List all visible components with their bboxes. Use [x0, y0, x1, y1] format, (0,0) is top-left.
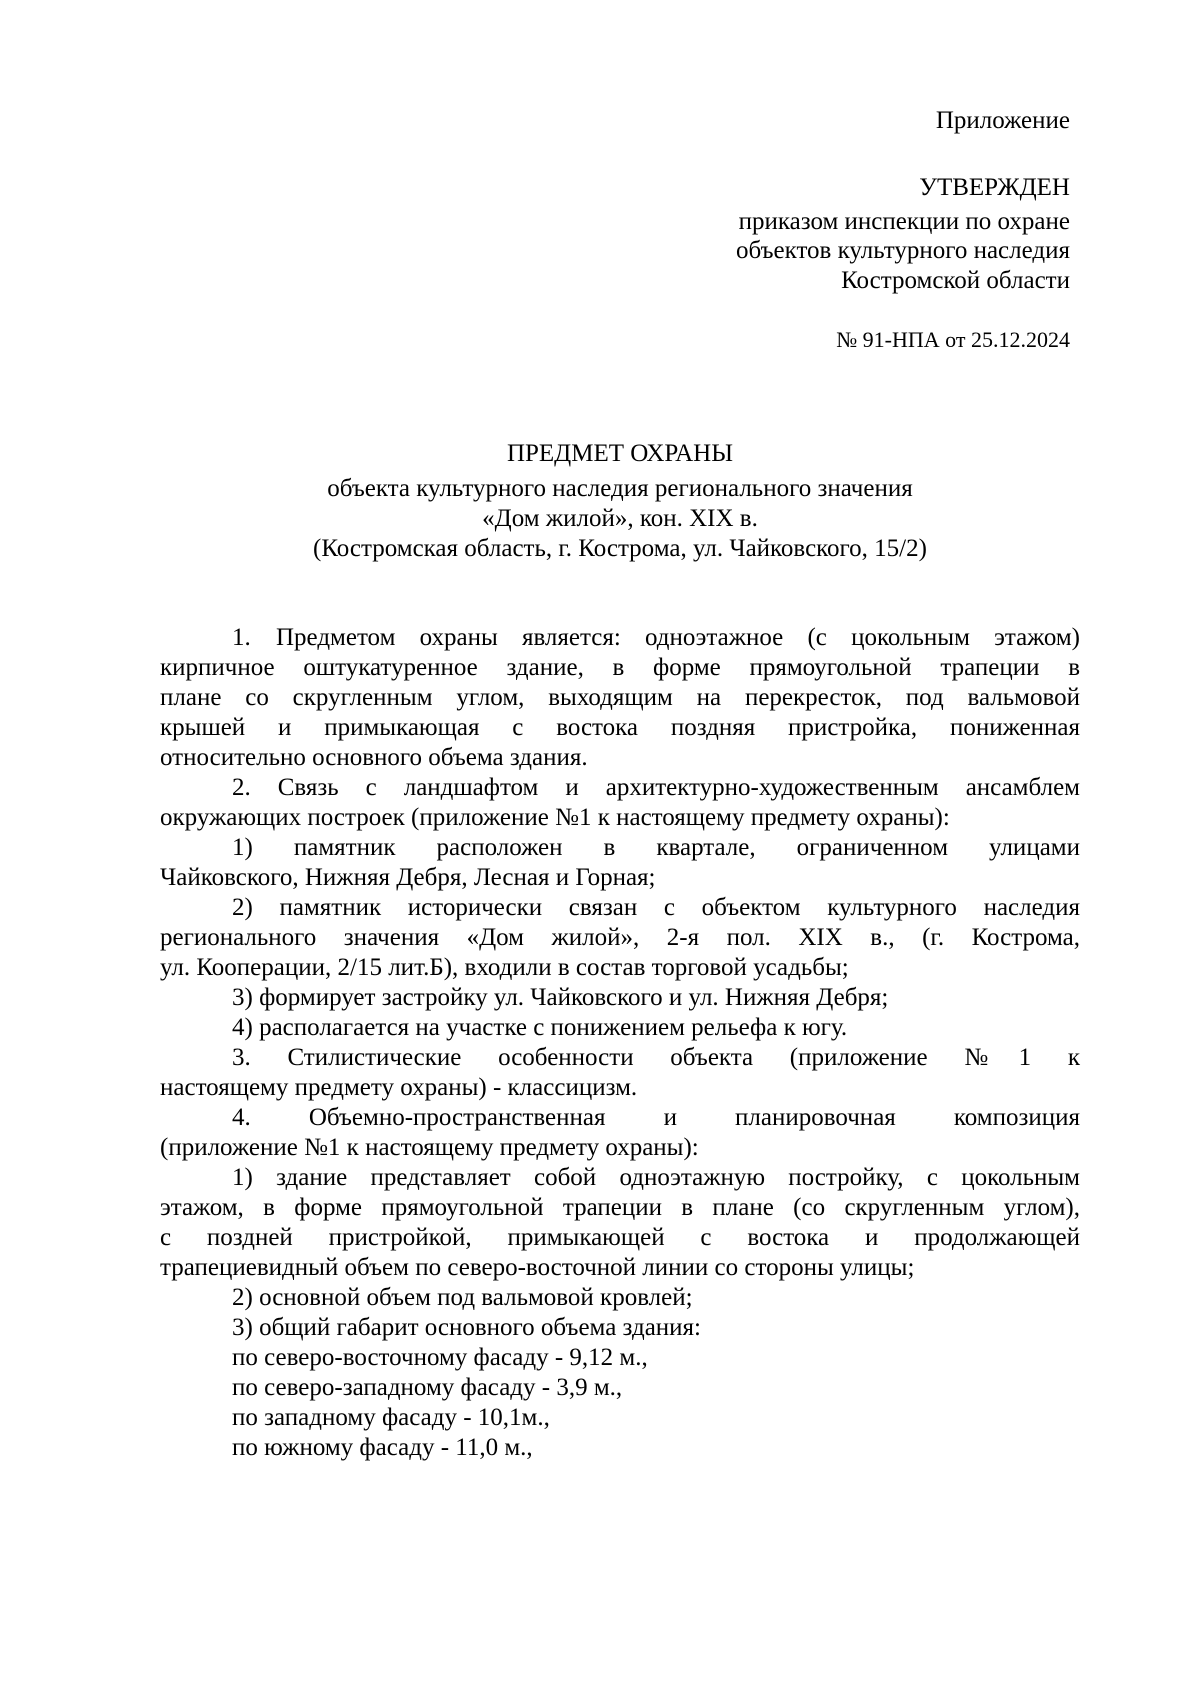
paragraph-1-line-1: Предметом охраны является: одноэтажное (с цокольным этажом): [276, 624, 1080, 651]
dimension-northwest: по северо-западному фасаду - 3,9 м.,: [232, 1374, 623, 1401]
paragraph-1-number: 1.: [232, 624, 251, 651]
paragraph-1-line-2: кирпичное оштукатуренное здание, в форме прямоугольной трапеции в: [160, 654, 1080, 681]
paragraph-4-item-1-line-3: с поздней пристройкой, примыкающей с востока и продолжающей: [160, 1224, 1080, 1251]
dimension-northeast: по северо-восточному фасаду - 9,12 м.,: [232, 1344, 648, 1371]
paragraph-2-line-2: окружающих построек (приложение №1 к настоящему предмету охраны):: [160, 804, 950, 831]
approved-by-line-2: объектов культурного наследия: [736, 237, 1070, 264]
paragraph-1-line-3: плане со скругленным углом, выходящим на перекресток, под вальмовой: [160, 684, 1080, 711]
approved-by-line-3: Костромской области: [841, 267, 1070, 294]
paragraph-2-item-4: 4) располагается на участке с понижением рельефа к югу.: [232, 1014, 848, 1041]
paragraph-2-item-1-line-2: Чайковского, Нижняя Дебря, Лесная и Горная;: [160, 864, 656, 891]
paragraph-2-item-3: 3) формирует застройку ул. Чайковского и ул. Нижняя Дебря;: [232, 984, 889, 1011]
paragraph-2-item-2-line-3: ул. Кооперации, 2/15 лит.Б), входили в состав торговой усадьбы;: [160, 954, 849, 981]
paragraph-4-line-2: (приложение №1 к настоящему предмету охраны):: [160, 1134, 699, 1161]
order-number: № 91-НПА от 25.12.2024: [836, 327, 1070, 352]
paragraph-2-line-1: 2. Связь с ландшафтом и архитектурно-художественным ансамблем: [232, 774, 1080, 801]
paragraph-4-item-1-line-2: этажом, в форме прямоугольной трапеции в плане (со скругленным углом),: [160, 1194, 1080, 1221]
document-title: ПРЕДМЕТ ОХРАНЫ: [506, 440, 734, 467]
paragraph-3-line-2: настоящему предмету охраны) - классицизм.: [160, 1074, 638, 1101]
paragraph-4-item-1-line-1: 1) здание представляет собой одноэтажную постройку, с цокольным: [232, 1164, 1080, 1191]
paragraph-3-line-1: 3. Стилистические особенности объекта (приложение №1 к: [232, 1044, 1080, 1071]
title-subline-2: «Дом жилой», кон. XIX в.: [482, 505, 758, 532]
dimension-south: по южному фасаду - 11,0 м.,: [232, 1434, 533, 1461]
paragraph-1-line-4: крышей и примыкающая с востока поздняя пристройка, пониженная: [160, 714, 1080, 741]
paragraph-4-line-1: 4. Объемно-пространственная и планировочная композиция: [232, 1104, 1080, 1131]
paragraph-2-item-2-line-1: 2) памятник исторически связан с объектом культурного наследия: [232, 894, 1080, 921]
paragraph-4-item-2: 2) основной объем под вальмовой кровлей;: [232, 1284, 693, 1311]
paragraph-2-item-2-line-2: регионального значения «Дом жилой», 2-я пол. XIX в., (г. Кострома,: [160, 924, 1080, 951]
paragraph-1-line-5: относительно основного объема здания.: [160, 744, 588, 771]
paragraph-4-item-1-line-4: трапециевидный объем по северо-восточной линии со стороны улицы;: [160, 1254, 915, 1281]
title-subline-1: объекта культурного наследия регионального значения: [327, 475, 913, 502]
approved-by-line-1: приказом инспекции по охране: [738, 208, 1070, 235]
title-subline-3: (Костромская область, г. Кострома, ул. Чайковского, 15/2): [313, 535, 927, 562]
appendix-label: Приложение: [935, 107, 1070, 134]
paragraph-4-item-3: 3) общий габарит основного объема здания:: [232, 1314, 701, 1341]
approved-label: УТВЕРЖДЕН: [919, 174, 1070, 201]
paragraph-2-item-1-line-1: 1) памятник расположен в квартале, ограниченном улицами: [232, 834, 1080, 861]
dimension-west: по западному фасаду - 10,1м.,: [232, 1404, 550, 1431]
